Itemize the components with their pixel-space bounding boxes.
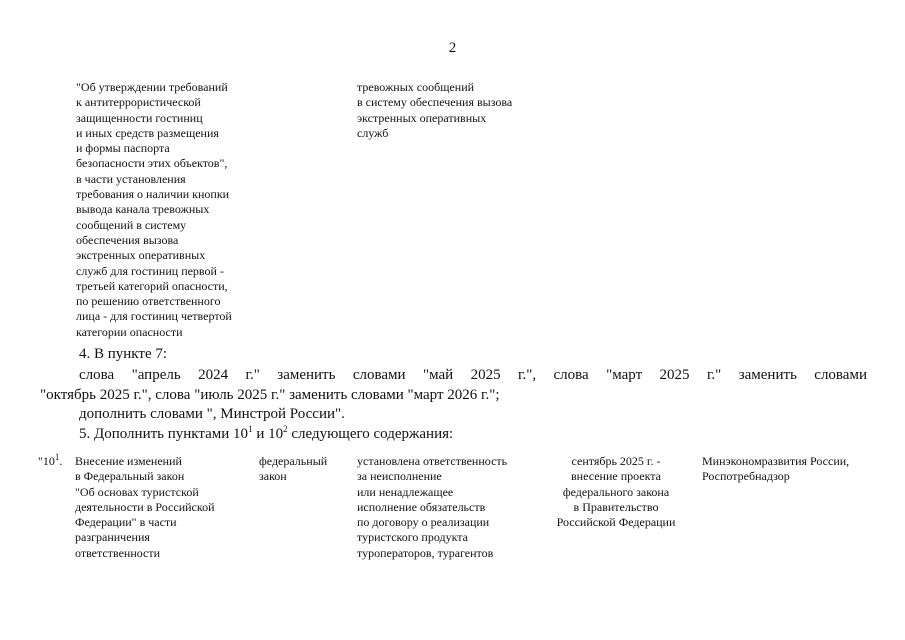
table-cell-line: "Об утверждении требований — [76, 80, 228, 94]
paragraph-4-heading: 4. В пункте 7: — [79, 346, 168, 362]
table-cell-line: обеспечения вызова — [76, 232, 179, 247]
table-cell-line: по договору о реализации — [357, 515, 490, 530]
table-cell-line: по решению ответственного — [76, 294, 221, 309]
table-cell-line: и иных средств размещения — [76, 125, 219, 140]
paragraph-word: г." — [706, 367, 722, 383]
table-cell-line: сообщений в систему — [76, 217, 187, 232]
table-cell-line: служб — [357, 125, 389, 140]
paragraph-word: 2024 — [198, 367, 229, 383]
table-cell-line: или ненадлежащее — [357, 484, 454, 499]
table-cell-line: установлена ответственность — [357, 454, 508, 468]
bottom-table-col-measure — [75, 454, 215, 561]
table-cell-line: деятельности в Российской — [75, 499, 215, 514]
table-cell-line: Внесение изменений — [75, 454, 182, 468]
paragraph-5-text-a: 5. Дополнить пунктами 10 — [79, 426, 249, 442]
top-table-col-subject — [76, 80, 232, 340]
row-number — [38, 454, 62, 469]
paragraph-4-line-3: дополнить словами ", Минстрой России". — [79, 406, 345, 422]
paragraph-5 — [79, 424, 453, 444]
paragraph-word: заменить — [738, 367, 797, 383]
table-cell-line: "Об основах туристской — [75, 484, 199, 499]
table-cell-line: третьей категорий опасности, — [76, 278, 228, 293]
paragraph-5-sup-1: 1 — [248, 424, 253, 434]
paragraph-5-sup-2: 2 — [283, 424, 288, 434]
bottom-table-col-deadline — [545, 454, 687, 530]
table-cell-line: Роспотребнадзор — [702, 469, 790, 484]
table-cell-line: ответственности — [75, 545, 161, 560]
table-cell-line: Федерации" в части — [75, 515, 177, 530]
paragraph-word: "май — [422, 367, 454, 383]
paragraph-4-line-2: "октябрь 2025 г.", слова "июль 2025 г." заменить словами "март 2026 г."; — [40, 387, 500, 403]
row-number-prefix: "10 — [38, 454, 55, 468]
table-cell-line: безопасности этих объектов", — [76, 156, 228, 171]
table-cell-line: и формы паспорта — [76, 141, 170, 156]
table-cell-line: туристского продукта — [357, 530, 468, 545]
table-cell-line: за неисполнение — [357, 469, 442, 484]
table-cell-line: вывода канала тревожных — [76, 202, 210, 217]
paragraph-word: г.", — [518, 367, 537, 383]
table-cell-line: в Федеральный закон — [75, 469, 185, 484]
table-cell-line: служб для гостиниц первой - — [76, 263, 224, 278]
paragraph-5-text-b: и 10 — [252, 426, 284, 442]
table-cell-line: сентябрь 2025 г. - — [571, 454, 661, 468]
page-number: 2 — [448, 40, 457, 56]
table-cell-line: Российской Федерации — [556, 515, 676, 530]
paragraph-word: словами — [814, 367, 867, 383]
table-cell-line: федерального закона — [562, 484, 670, 499]
paragraph-word: 2025 — [659, 367, 690, 383]
table-cell-line: требования о наличии кнопки — [76, 187, 230, 202]
table-cell-line: в систему обеспечения вызова — [357, 95, 513, 110]
top-table-col-result — [357, 80, 512, 141]
table-cell-line: разграничения — [75, 530, 150, 545]
table-cell-line: федеральный — [259, 454, 328, 468]
paragraph-word: заменить — [277, 367, 336, 383]
paragraph-word: слова — [553, 367, 589, 383]
paragraph-4-line-1 — [79, 365, 867, 385]
table-cell-line: категории опасности — [76, 324, 183, 339]
table-cell-line: Минэкономразвития России, — [702, 454, 850, 468]
table-cell-line: в части установления — [76, 171, 186, 186]
bottom-table-col-document-type — [259, 454, 327, 485]
table-cell-line: в Правительство — [573, 499, 659, 514]
table-cell-line: туроператоров, турагентов — [357, 545, 494, 560]
paragraph-word: словами — [352, 367, 406, 383]
paragraph-word: слова — [79, 367, 115, 383]
bottom-table-col-result — [357, 454, 507, 561]
table-cell-line: внесение проекта — [571, 469, 661, 484]
table-cell-line: защищенности гостиниц — [76, 110, 203, 125]
table-cell-line: к антитеррористической — [76, 95, 201, 110]
table-cell-line: исполнение обязательств — [357, 499, 486, 514]
paragraph-word: "апрель — [131, 367, 181, 383]
paragraph-word: "март — [606, 367, 643, 383]
table-cell-line: экстренных оперативных — [357, 110, 487, 125]
row-number-sup: 1 — [54, 452, 60, 462]
paragraph-word: г." — [245, 367, 260, 383]
paragraph-word: 2025 — [470, 367, 501, 383]
bottom-table-col-responsible — [702, 454, 849, 485]
table-cell-line: экстренных оперативных — [76, 248, 206, 263]
row-number-suffix: . — [59, 454, 63, 468]
paragraph-5-text-c: следующего содержания: — [287, 426, 454, 442]
table-cell-line: тревожных сообщений — [357, 80, 475, 94]
table-cell-line: лица - для гостиниц четвертой — [76, 309, 232, 324]
table-cell-line: закон — [259, 469, 287, 484]
